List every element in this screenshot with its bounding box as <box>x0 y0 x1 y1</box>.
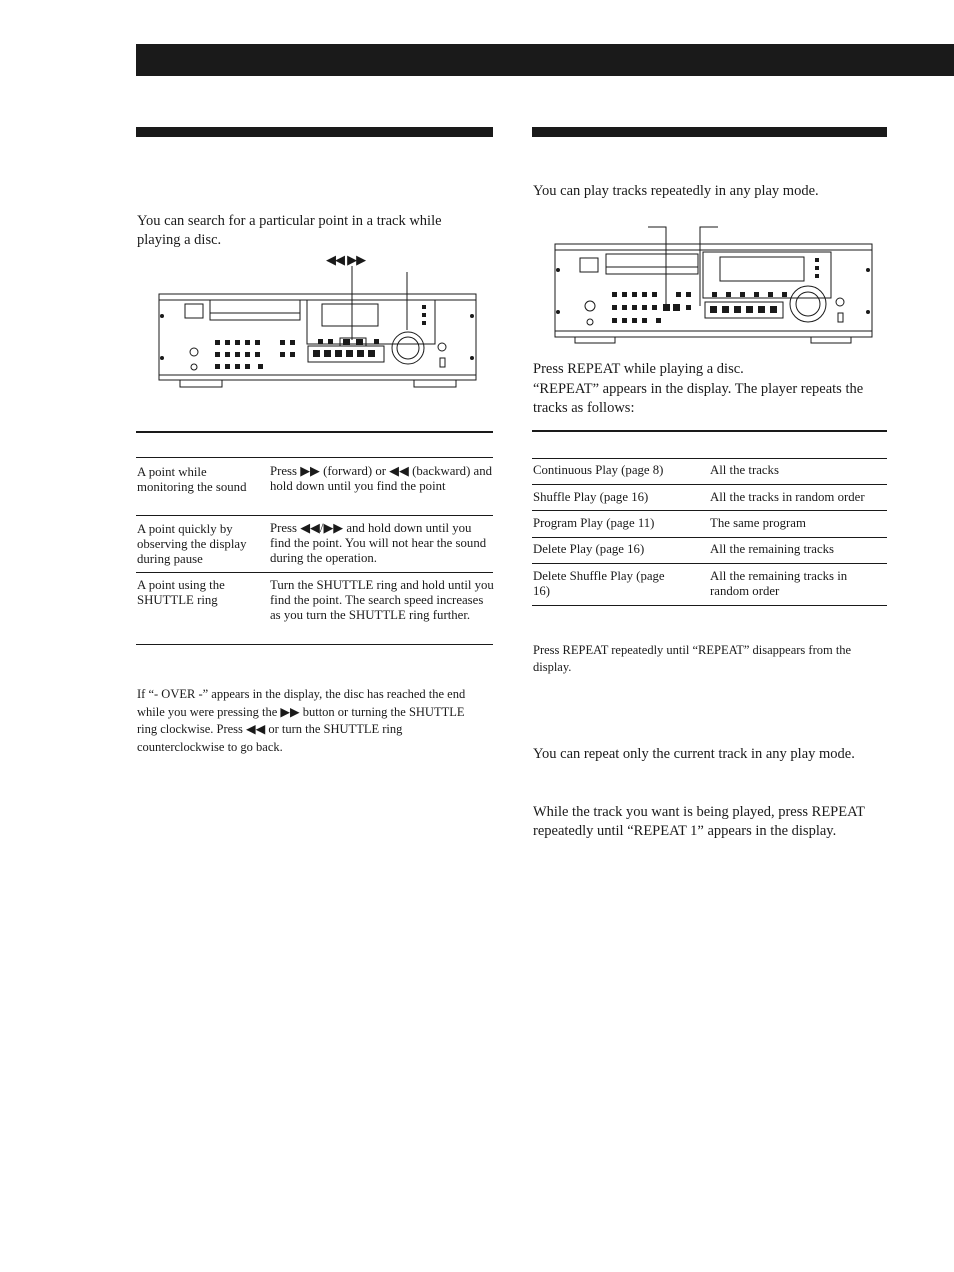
table-cell-mode: Delete Play (page 16) <box>533 542 645 556</box>
repeat-one-step: While the track you want is being played, press REPEAT repeatedly until “REPEAT 1” appears in the display. <box>533 804 865 839</box>
table-cell-repeats: All the tracks <box>710 463 779 477</box>
table-cell-mode: Shuffle Play (page 16) <box>533 490 649 504</box>
table-cell-mode: Continuous Play (page 8) <box>533 463 664 477</box>
table-cell-target: A point using the SHUTTLE ring <box>137 578 225 607</box>
repeat-intro: You can play tracks repeatedly in any play mode. <box>533 183 819 199</box>
table-cell-repeats: All the remaining tracks in random order <box>710 569 848 598</box>
search-intro: You can search for a particular point in a track while playing a disc. <box>137 213 442 248</box>
table-rule <box>136 572 493 573</box>
table-rule <box>532 484 887 485</box>
table-cell-target: A point quickly by observing the display during pause <box>137 522 247 566</box>
table-top-rule-left <box>136 431 493 433</box>
repeat-step: Press REPEAT while playing a disc. <box>533 361 744 377</box>
section-rule-search <box>136 127 493 137</box>
over-note: If “- OVER -” appears in the display, the disc has reached the end while you were pressing the ▶▶ button or turning the SHUTTLE ring clockwise. Press ◀◀ or turn the SHUTTLE ring counterclockwise to go back. <box>137 687 466 754</box>
cd-player-illustration-right <box>545 220 875 345</box>
table-cell-action: Turn the SHUTTLE ring and hold until you find the point. The search speed increases as you turn the SHUTTLE ring further. <box>270 578 494 622</box>
table-cell-target: A point while monitoring the sound <box>137 465 247 494</box>
table-rule <box>532 563 887 564</box>
table-cell-mode: Delete Shuffle Play (page 16) <box>533 569 665 598</box>
table-rule <box>532 605 887 606</box>
table-rule <box>136 644 493 645</box>
cd-player-illustration-left <box>150 262 490 392</box>
table-rule <box>532 510 887 511</box>
table-cell-repeats: All the tracks in random order <box>710 490 865 504</box>
table-cell-action: Press ▶▶ (forward) or ◀◀ (backward) and hold down until you find the point <box>270 464 493 493</box>
table-rule <box>136 457 493 458</box>
table-rule <box>136 515 493 516</box>
table-rule <box>532 458 887 459</box>
section-rule-repeat <box>532 127 887 137</box>
repeat-step-detail: “REPEAT” appears in the display. The player repeats the tracks as follows: <box>533 381 864 416</box>
repeat-one-intro: You can repeat only the current track in any play mode. <box>533 746 855 762</box>
table-cell-mode: Program Play (page 11) <box>533 516 655 530</box>
cancel-repeat-note: Press REPEAT repeatedly until “REPEAT” disappears from the display. <box>533 643 852 674</box>
fwd-rew-label: ◀◀ ▶▶ <box>326 253 366 268</box>
table-rule <box>532 537 887 538</box>
table-cell-repeats: All the remaining tracks <box>710 542 835 556</box>
table-cell-repeats: The same program <box>710 516 806 530</box>
header-bar <box>136 44 954 76</box>
table-top-rule-right <box>532 430 887 432</box>
table-cell-action: Press ◀◀/▶▶ and hold down until you find the point. You will not hear the sound during the operation. <box>270 521 487 565</box>
